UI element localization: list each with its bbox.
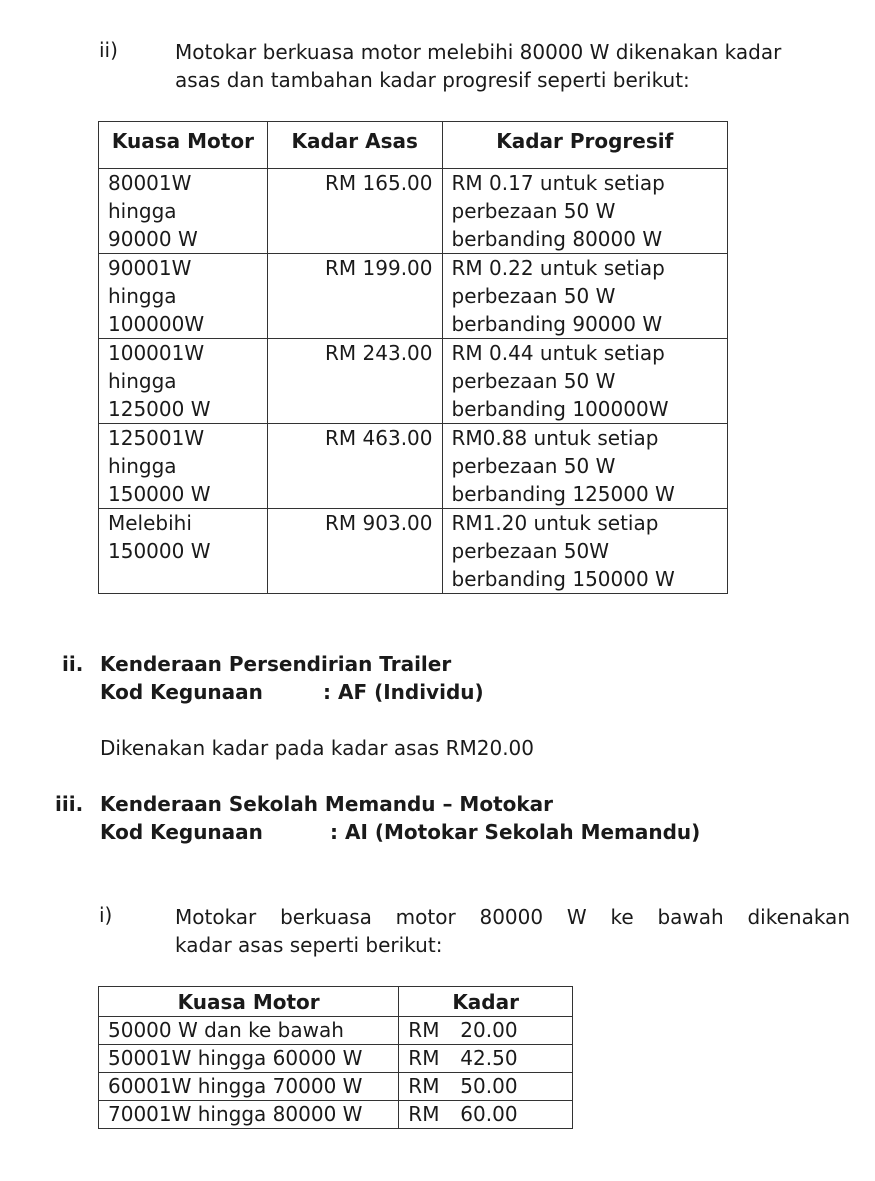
power-cell: 70001W hingga 80000 W [99, 1101, 399, 1129]
rate-cell [399, 1101, 573, 1129]
progressive-cell [442, 169, 727, 254]
table-row [99, 339, 728, 424]
amount: 50.00 [460, 1074, 518, 1098]
table-header-row [99, 987, 573, 1017]
cell-line: RM 0.44 untuk setiap [451, 341, 665, 365]
table-row [99, 1101, 573, 1129]
currency: RM [408, 1018, 440, 1042]
base-rate-cell: RM 199.00 [267, 254, 442, 339]
cell-line: hingga [108, 284, 177, 308]
amount: 42.50 [460, 1046, 518, 1070]
section-title: Kenderaan Sekolah Memandu – Motokar [100, 792, 554, 816]
base-rate-cell: RM 165.00 [267, 169, 442, 254]
cell-line: berbanding 90000 W [451, 312, 663, 336]
base-rate-table [98, 986, 573, 1129]
cell-line: hingga [108, 369, 177, 393]
progressive-rate-table [98, 121, 728, 594]
cell-line: RM1.20 untuk setiap [451, 511, 659, 535]
rate-cell [399, 1045, 573, 1073]
paragraph-line: asas dan tambahan kadar progresif seperti berikut: [175, 68, 690, 92]
cell-line: RM 0.22 untuk setiap [451, 256, 665, 280]
table-header-row [99, 122, 728, 169]
power-cell: 60001W hingga 70000 W [99, 1073, 399, 1101]
item-number: i) [99, 903, 113, 927]
cell-line: perbezaan 50 W [451, 454, 616, 478]
column-header: Kadar Asas [267, 122, 442, 169]
usage-code-value: : AF (Individu) [323, 680, 484, 704]
base-rate-cell: RM 243.00 [267, 339, 442, 424]
usage-code-label: Kod Kegunaan [100, 680, 263, 704]
table-row [99, 424, 728, 509]
usage-code-value: : AI (Motokar Sekolah Memandu) [330, 820, 701, 844]
power-cell: 50000 W dan ke bawah [99, 1017, 399, 1045]
cell-line: 150000 W [108, 539, 211, 563]
section-number: iii. [55, 792, 84, 816]
paragraph [175, 903, 850, 959]
cell-line: perbezaan 50 W [451, 199, 616, 223]
cell-line: perbezaan 50W [451, 539, 610, 563]
power-cell [99, 339, 268, 424]
cell-line: 125000 W [108, 397, 211, 421]
power-cell: 50001W hingga 60000 W [99, 1045, 399, 1073]
base-rate-cell: RM 463.00 [267, 424, 442, 509]
cell-line: RM 0.17 untuk setiap [451, 171, 665, 195]
column-header: Kuasa Motor [99, 987, 399, 1017]
usage-code-label: Kod Kegunaan [100, 820, 263, 844]
table-row [99, 1045, 573, 1073]
rate-cell [399, 1073, 573, 1101]
amount: 60.00 [460, 1102, 518, 1126]
paragraph-line: Motokar berkuasa motor 80000 W ke bawah dikenakan [175, 905, 850, 929]
cell-line: perbezaan 50 W [451, 369, 616, 393]
cell-line: hingga [108, 454, 177, 478]
cell-line: 100001W [108, 341, 205, 365]
amount: 20.00 [460, 1018, 518, 1042]
cell-line: berbanding 125000 W [451, 482, 675, 506]
item-number: ii) [99, 38, 118, 62]
power-cell [99, 509, 268, 594]
power-cell [99, 169, 268, 254]
table-row [99, 1017, 573, 1045]
cell-line: Melebihi [108, 511, 192, 535]
cell-line: hingga [108, 199, 177, 223]
section-number: ii. [62, 652, 84, 676]
progressive-cell [442, 424, 727, 509]
power-cell [99, 424, 268, 509]
cell-line: 150000 W [108, 482, 211, 506]
table-row [99, 509, 728, 594]
progressive-cell [442, 509, 727, 594]
section-title: Kenderaan Persendirian Trailer [100, 652, 452, 676]
column-header: Kadar [399, 987, 573, 1017]
currency: RM [408, 1046, 440, 1070]
cell-line: RM0.88 untuk setiap [451, 426, 659, 450]
paragraph-line: Motokar berkuasa motor melebihi 80000 W dikenakan kadar [175, 40, 782, 64]
section-body: Dikenakan kadar pada kadar asas RM20.00 [100, 736, 534, 760]
cell-line: berbanding 80000 W [451, 227, 663, 251]
cell-line: perbezaan 50 W [451, 284, 616, 308]
cell-line: 90001W [108, 256, 192, 280]
power-cell [99, 254, 268, 339]
paragraph-line: kadar asas seperti berikut: [175, 933, 443, 957]
table-row [99, 169, 728, 254]
base-rate-cell: RM 903.00 [267, 509, 442, 594]
column-header: Kadar Progresif [442, 122, 727, 169]
rate-cell [399, 1017, 573, 1045]
cell-line: berbanding 100000W [451, 397, 669, 421]
progressive-cell [442, 254, 727, 339]
table-row [99, 1073, 573, 1101]
cell-line: 125001W [108, 426, 205, 450]
paragraph [175, 38, 855, 94]
table-row [99, 254, 728, 339]
cell-line: berbanding 150000 W [451, 567, 675, 591]
progressive-cell [442, 339, 727, 424]
cell-line: 90000 W [108, 227, 198, 251]
cell-line: 80001W [108, 171, 192, 195]
column-header: Kuasa Motor [99, 122, 268, 169]
cell-line: 100000W [108, 312, 205, 336]
currency: RM [408, 1102, 440, 1126]
currency: RM [408, 1074, 440, 1098]
